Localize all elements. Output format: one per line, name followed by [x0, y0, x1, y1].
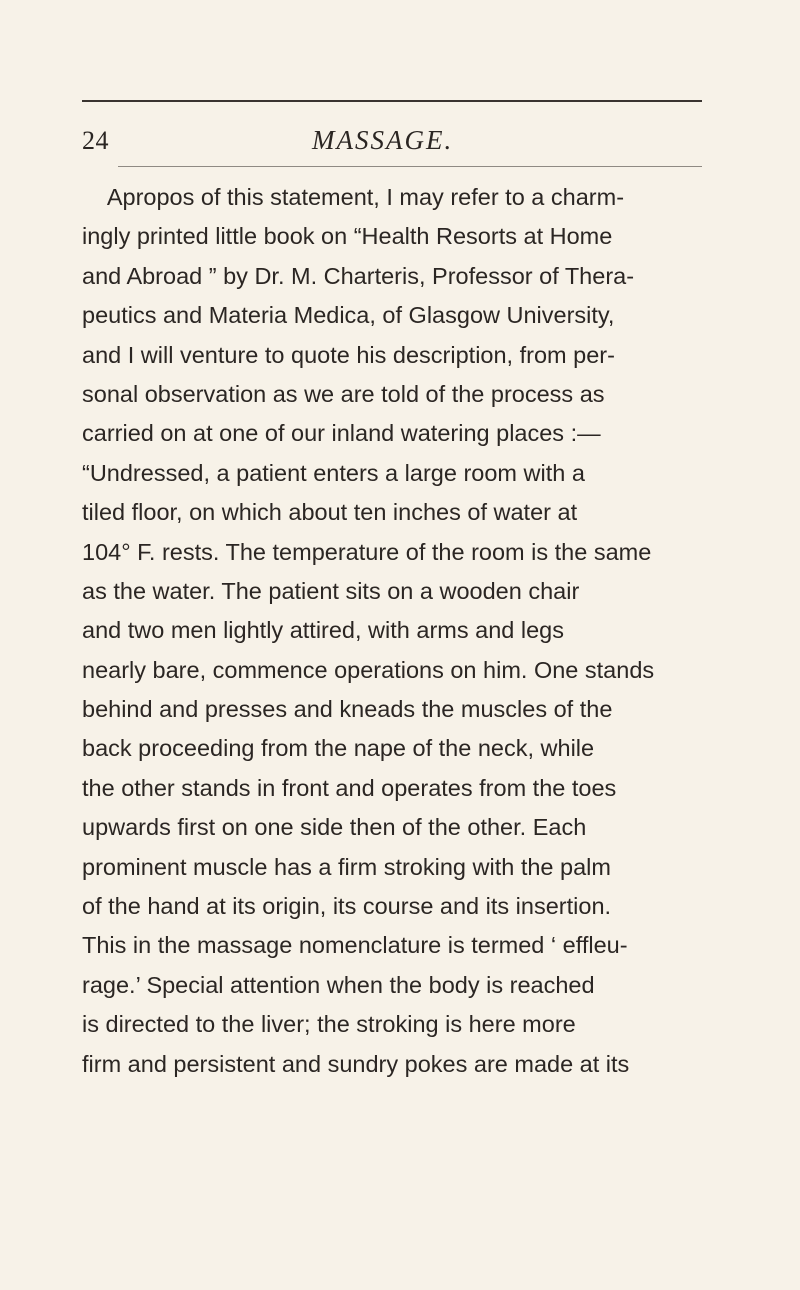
text-line: the other stands in front and operates from the toes — [82, 774, 617, 801]
text-line: upwards first on one side then of the other. Each — [82, 814, 587, 841]
text-line: and I will venture to quote his description, from per- — [82, 341, 615, 368]
text-line: of the hand at its origin, its course and its insertion. — [82, 893, 612, 920]
text-line: This in the massage nomenclature is termed ‘ effleu- — [82, 932, 628, 959]
text-line: prominent muscle has a firm stroking with the palm — [82, 853, 611, 880]
page-header — [82, 122, 702, 162]
text-line: and two men lightly attired, with arms and legs — [82, 617, 564, 644]
text-line: 104° F. rests. The temperature of the room is the same — [82, 538, 652, 565]
text-line: back proceeding from the nape of the neck, while — [82, 735, 595, 762]
running-head: MASSAGE. — [312, 125, 454, 155]
page-number: 24 — [82, 126, 109, 155]
text-line: is directed to the liver; the stroking is here more — [82, 1011, 576, 1038]
text-line: ingly printed little book on “Health Resorts at Home — [82, 223, 613, 250]
text-line: peutics and Materia Medica, of Glasgow University, — [82, 302, 615, 329]
text-line: sonal observation as we are told of the process as — [82, 380, 605, 407]
text-line: as the water. The patient sits on a wooden chair — [82, 577, 580, 604]
text-line: firm and persistent and sundry pokes are made at its — [82, 1050, 630, 1077]
header-rule-top — [82, 100, 702, 102]
header-rule-bottom — [118, 166, 702, 167]
body-paragraph — [82, 178, 722, 1084]
text-line: carried on at one of our inland watering places :— — [82, 420, 601, 447]
text-line: behind and presses and kneads the muscles of the — [82, 696, 613, 723]
text-line: tiled floor, on which about ten inches of water at — [82, 499, 578, 526]
text-line: rage.’ Special attention when the body is reached — [82, 971, 595, 998]
text-line: and Abroad ” by Dr. M. Charteris, Professor of Thera- — [82, 262, 635, 289]
text-line: “Undressed, a patient enters a large room with a — [82, 459, 585, 486]
text-line: nearly bare, commence operations on him. One stands — [82, 656, 655, 683]
text-line: Apropos of this statement, I may refer to a charm- — [82, 184, 625, 210]
